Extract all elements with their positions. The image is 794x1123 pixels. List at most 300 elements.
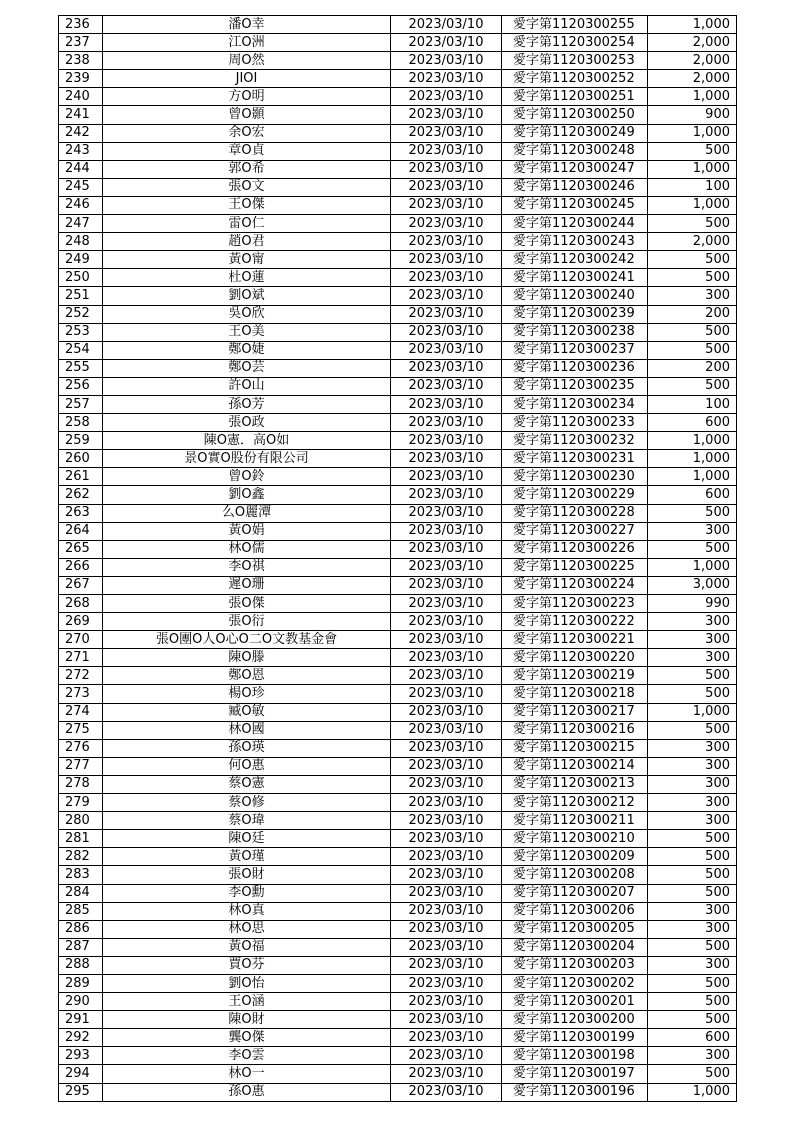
row-number: 294 xyxy=(59,1065,103,1083)
donor-name: 賈O芬 xyxy=(103,956,391,974)
donation-date: 2023/03/10 xyxy=(391,866,502,884)
donor-name: 陳O廷 xyxy=(103,830,391,848)
donation-amount: 1,000 xyxy=(648,16,737,34)
donation-amount: 990 xyxy=(648,595,737,613)
donation-amount: 600 xyxy=(648,414,737,432)
row-number: 280 xyxy=(59,812,103,830)
donation-amount: 200 xyxy=(648,305,737,323)
donation-amount: 300 xyxy=(648,739,737,757)
receipt-number: 愛字第1120300223 xyxy=(502,595,648,613)
donation-date: 2023/03/10 xyxy=(391,1083,502,1101)
receipt-number: 愛字第1120300219 xyxy=(502,667,648,685)
receipt-number: 愛字第1120300206 xyxy=(502,902,648,920)
receipt-number: 愛字第1120300254 xyxy=(502,34,648,52)
donation-date: 2023/03/10 xyxy=(391,974,502,992)
table-row xyxy=(59,341,737,359)
receipt-number: 愛字第1120300213 xyxy=(502,775,648,793)
row-number: 262 xyxy=(59,486,103,504)
donor-name: 遲O珊 xyxy=(103,576,391,594)
donation-date: 2023/03/10 xyxy=(391,377,502,395)
row-number: 259 xyxy=(59,432,103,450)
row-number: 239 xyxy=(59,70,103,88)
donor-name: 黃O娟 xyxy=(103,522,391,540)
donation-amount: 500 xyxy=(648,721,737,739)
receipt-number: 愛字第1120300202 xyxy=(502,974,648,992)
table-row xyxy=(59,305,737,323)
donation-table xyxy=(58,15,737,1102)
donation-amount: 300 xyxy=(648,794,737,812)
donor-name: 劉O怡 xyxy=(103,974,391,992)
table-row xyxy=(59,395,737,413)
receipt-number: 愛字第1120300205 xyxy=(502,920,648,938)
donation-date: 2023/03/10 xyxy=(391,196,502,214)
row-number: 289 xyxy=(59,974,103,992)
receipt-number: 愛字第1120300241 xyxy=(502,269,648,287)
donation-date: 2023/03/10 xyxy=(391,757,502,775)
row-number: 272 xyxy=(59,667,103,685)
donation-amount: 1,000 xyxy=(648,558,737,576)
table-row xyxy=(59,1011,737,1029)
donation-amount: 500 xyxy=(648,540,737,558)
donation-amount: 100 xyxy=(648,178,737,196)
donation-date: 2023/03/10 xyxy=(391,794,502,812)
donation-amount: 500 xyxy=(648,667,737,685)
row-number: 278 xyxy=(59,775,103,793)
table-row xyxy=(59,196,737,214)
donation-amount: 500 xyxy=(648,504,737,522)
donation-amount: 300 xyxy=(648,775,737,793)
table-row xyxy=(59,685,737,703)
row-number: 282 xyxy=(59,848,103,866)
donation-amount: 2,000 xyxy=(648,70,737,88)
row-number: 295 xyxy=(59,1083,103,1101)
donor-name: 陳O滕 xyxy=(103,649,391,667)
receipt-number: 愛字第1120300197 xyxy=(502,1065,648,1083)
donation-date: 2023/03/10 xyxy=(391,993,502,1011)
donor-name: 余O宏 xyxy=(103,124,391,142)
donor-name: 黃O福 xyxy=(103,938,391,956)
table-row xyxy=(59,160,737,178)
donor-name: 吳O欣 xyxy=(103,305,391,323)
donation-amount: 900 xyxy=(648,106,737,124)
donor-name: 林O國 xyxy=(103,721,391,739)
receipt-number: 愛字第1120300230 xyxy=(502,468,648,486)
receipt-number: 愛字第1120300240 xyxy=(502,287,648,305)
donation-amount: 300 xyxy=(648,920,737,938)
donor-name: 孫O瑛 xyxy=(103,739,391,757)
table-row xyxy=(59,52,737,70)
donation-amount: 500 xyxy=(648,993,737,1011)
donation-date: 2023/03/10 xyxy=(391,88,502,106)
row-number: 250 xyxy=(59,269,103,287)
table-row xyxy=(59,124,737,142)
table-row xyxy=(59,323,737,341)
donation-date: 2023/03/10 xyxy=(391,450,502,468)
donation-date: 2023/03/10 xyxy=(391,106,502,124)
donor-name: 蔡O修 xyxy=(103,794,391,812)
donor-name: 林O儒 xyxy=(103,540,391,558)
receipt-number: 愛字第1120300237 xyxy=(502,341,648,359)
donation-amount: 300 xyxy=(648,757,737,775)
receipt-number: 愛字第1120300207 xyxy=(502,884,648,902)
donor-name: 張O文 xyxy=(103,178,391,196)
table-row xyxy=(59,377,737,395)
table-row xyxy=(59,920,737,938)
donor-name: 張O衍 xyxy=(103,613,391,631)
row-number: 267 xyxy=(59,576,103,594)
row-number: 244 xyxy=(59,160,103,178)
donation-date: 2023/03/10 xyxy=(391,486,502,504)
donation-date: 2023/03/10 xyxy=(391,884,502,902)
donor-name: 鄭O芸 xyxy=(103,359,391,377)
table-row xyxy=(59,522,737,540)
donor-name: 張O財 xyxy=(103,866,391,884)
table-row xyxy=(59,486,737,504)
donation-amount: 500 xyxy=(648,269,737,287)
donation-date: 2023/03/10 xyxy=(391,323,502,341)
receipt-number: 愛字第1120300201 xyxy=(502,993,648,1011)
row-number: 277 xyxy=(59,757,103,775)
donation-amount: 500 xyxy=(648,1065,737,1083)
row-number: 271 xyxy=(59,649,103,667)
donation-date: 2023/03/10 xyxy=(391,812,502,830)
row-number: 275 xyxy=(59,721,103,739)
donation-amount: 1,000 xyxy=(648,450,737,468)
table-row xyxy=(59,432,737,450)
donation-date: 2023/03/10 xyxy=(391,775,502,793)
row-number: 276 xyxy=(59,739,103,757)
table-row xyxy=(59,649,737,667)
donation-date: 2023/03/10 xyxy=(391,631,502,649)
receipt-number: 愛字第1120300218 xyxy=(502,685,648,703)
receipt-number: 愛字第1120300244 xyxy=(502,215,648,233)
receipt-number: 愛字第1120300216 xyxy=(502,721,648,739)
row-number: 270 xyxy=(59,631,103,649)
table-row xyxy=(59,1083,737,1101)
donor-name: 潘O幸 xyxy=(103,16,391,34)
donation-amount: 500 xyxy=(648,215,737,233)
donation-amount: 2,000 xyxy=(648,34,737,52)
receipt-number: 愛字第1120300234 xyxy=(502,395,648,413)
donor-name: 張O團O人O心O二O文教基金會 xyxy=(103,631,391,649)
donor-name: 臧O敏 xyxy=(103,703,391,721)
donor-name: 雷O仁 xyxy=(103,215,391,233)
table-row xyxy=(59,595,737,613)
donation-date: 2023/03/10 xyxy=(391,305,502,323)
donation-amount: 1,000 xyxy=(648,124,737,142)
receipt-number: 愛字第1120300246 xyxy=(502,178,648,196)
receipt-number: 愛字第1120300225 xyxy=(502,558,648,576)
receipt-number: 愛字第1120300235 xyxy=(502,377,648,395)
donation-date: 2023/03/10 xyxy=(391,142,502,160)
donation-date: 2023/03/10 xyxy=(391,848,502,866)
table-row xyxy=(59,667,737,685)
donation-date: 2023/03/10 xyxy=(391,16,502,34)
donor-name: 李O雲 xyxy=(103,1047,391,1065)
donation-date: 2023/03/10 xyxy=(391,269,502,287)
donation-date: 2023/03/10 xyxy=(391,1011,502,1029)
table-row xyxy=(59,142,737,160)
row-number: 274 xyxy=(59,703,103,721)
donor-name: 杜O蓮 xyxy=(103,269,391,287)
receipt-number: 愛字第1120300228 xyxy=(502,504,648,522)
receipt-number: 愛字第1120300239 xyxy=(502,305,648,323)
donor-name: 楊O珍 xyxy=(103,685,391,703)
receipt-number: 愛字第1120300250 xyxy=(502,106,648,124)
row-number: 253 xyxy=(59,323,103,341)
donation-date: 2023/03/10 xyxy=(391,34,502,52)
donation-date: 2023/03/10 xyxy=(391,576,502,594)
receipt-number: 愛字第1120300249 xyxy=(502,124,648,142)
row-number: 266 xyxy=(59,558,103,576)
donation-amount: 600 xyxy=(648,1029,737,1047)
donation-amount: 500 xyxy=(648,1011,737,1029)
table-row xyxy=(59,251,737,269)
donor-name: 許O山 xyxy=(103,377,391,395)
donation-date: 2023/03/10 xyxy=(391,920,502,938)
table-row xyxy=(59,739,737,757)
receipt-number: 愛字第1120300248 xyxy=(502,142,648,160)
table-row xyxy=(59,848,737,866)
table-row xyxy=(59,794,737,812)
donor-name: 王O涵 xyxy=(103,993,391,1011)
donor-name: 劉O鑫 xyxy=(103,486,391,504)
table-row xyxy=(59,1029,737,1047)
row-number: 255 xyxy=(59,359,103,377)
donation-table-body xyxy=(59,16,737,1102)
table-row xyxy=(59,613,737,631)
table-row xyxy=(59,974,737,992)
table-row xyxy=(59,1047,737,1065)
donation-amount: 300 xyxy=(648,613,737,631)
table-row xyxy=(59,812,737,830)
donation-date: 2023/03/10 xyxy=(391,124,502,142)
row-number: 263 xyxy=(59,504,103,522)
table-row xyxy=(59,106,737,124)
donation-amount: 300 xyxy=(648,812,737,830)
row-number: 281 xyxy=(59,830,103,848)
donation-amount: 1,000 xyxy=(648,196,737,214)
donor-name: 章O貞 xyxy=(103,142,391,160)
receipt-number: 愛字第1120300238 xyxy=(502,323,648,341)
donation-date: 2023/03/10 xyxy=(391,233,502,251)
donation-date: 2023/03/10 xyxy=(391,1047,502,1065)
row-number: 268 xyxy=(59,595,103,613)
donation-date: 2023/03/10 xyxy=(391,685,502,703)
receipt-number: 愛字第1120300220 xyxy=(502,649,648,667)
donation-amount: 1,000 xyxy=(648,703,737,721)
receipt-number: 愛字第1120300245 xyxy=(502,196,648,214)
table-row xyxy=(59,866,737,884)
donation-amount: 100 xyxy=(648,395,737,413)
donation-amount: 300 xyxy=(648,522,737,540)
table-row xyxy=(59,1065,737,1083)
receipt-number: 愛字第1120300198 xyxy=(502,1047,648,1065)
row-number: 265 xyxy=(59,540,103,558)
row-number: 258 xyxy=(59,414,103,432)
receipt-number: 愛字第1120300209 xyxy=(502,848,648,866)
donor-name: 林O一 xyxy=(103,1065,391,1083)
donation-amount: 500 xyxy=(648,377,737,395)
donation-amount: 300 xyxy=(648,902,737,920)
donation-date: 2023/03/10 xyxy=(391,613,502,631)
row-number: 242 xyxy=(59,124,103,142)
table-row xyxy=(59,576,737,594)
donation-amount: 600 xyxy=(648,486,737,504)
table-row xyxy=(59,721,737,739)
donation-date: 2023/03/10 xyxy=(391,540,502,558)
row-number: 254 xyxy=(59,341,103,359)
table-row xyxy=(59,558,737,576)
donor-name: 李O祺 xyxy=(103,558,391,576)
donor-name: 鄭O恩 xyxy=(103,667,391,685)
table-row xyxy=(59,359,737,377)
table-row xyxy=(59,414,737,432)
donor-name: 江O洲 xyxy=(103,34,391,52)
row-number: 273 xyxy=(59,685,103,703)
donation-date: 2023/03/10 xyxy=(391,359,502,377)
table-row xyxy=(59,938,737,956)
table-row xyxy=(59,16,737,34)
donor-name: 周O然 xyxy=(103,52,391,70)
donation-date: 2023/03/10 xyxy=(391,721,502,739)
table-row xyxy=(59,450,737,468)
donor-name: 曾O鈴 xyxy=(103,468,391,486)
donation-amount: 500 xyxy=(648,884,737,902)
receipt-number: 愛字第1120300203 xyxy=(502,956,648,974)
donation-date: 2023/03/10 xyxy=(391,703,502,721)
donor-name: 蔡O憲 xyxy=(103,775,391,793)
receipt-number: 愛字第1120300211 xyxy=(502,812,648,830)
receipt-number: 愛字第1120300210 xyxy=(502,830,648,848)
table-row xyxy=(59,830,737,848)
receipt-number: 愛字第1120300204 xyxy=(502,938,648,956)
donation-date: 2023/03/10 xyxy=(391,522,502,540)
donor-name: 李O勳 xyxy=(103,884,391,902)
donation-amount: 300 xyxy=(648,287,737,305)
row-number: 243 xyxy=(59,142,103,160)
donation-date: 2023/03/10 xyxy=(391,215,502,233)
donor-name: 黃O瑾 xyxy=(103,848,391,866)
table-row xyxy=(59,269,737,287)
donation-amount: 3,000 xyxy=(648,576,737,594)
table-row xyxy=(59,178,737,196)
donor-name: 何O惠 xyxy=(103,757,391,775)
donation-date: 2023/03/10 xyxy=(391,395,502,413)
donor-name: 王O傑 xyxy=(103,196,391,214)
donation-date: 2023/03/10 xyxy=(391,649,502,667)
row-number: 287 xyxy=(59,938,103,956)
receipt-number: 愛字第1120300253 xyxy=(502,52,648,70)
row-number: 245 xyxy=(59,178,103,196)
receipt-number: 愛字第1120300232 xyxy=(502,432,648,450)
donation-amount: 500 xyxy=(648,974,737,992)
row-number: 246 xyxy=(59,196,103,214)
table-row xyxy=(59,233,737,251)
table-row xyxy=(59,504,737,522)
donor-name: 黃O甯 xyxy=(103,251,391,269)
donation-date: 2023/03/10 xyxy=(391,251,502,269)
receipt-number: 愛字第1120300229 xyxy=(502,486,648,504)
donor-name: 張O傑 xyxy=(103,595,391,613)
row-number: 261 xyxy=(59,468,103,486)
donation-date: 2023/03/10 xyxy=(391,558,502,576)
receipt-number: 愛字第1120300236 xyxy=(502,359,648,377)
donor-name: JIOI xyxy=(103,70,391,88)
donation-date: 2023/03/10 xyxy=(391,667,502,685)
donor-name: 郭O希 xyxy=(103,160,391,178)
row-number: 291 xyxy=(59,1011,103,1029)
donor-name: 陳O財 xyxy=(103,1011,391,1029)
donation-date: 2023/03/10 xyxy=(391,287,502,305)
receipt-number: 愛字第1120300226 xyxy=(502,540,648,558)
donor-name: 么O麗潭 xyxy=(103,504,391,522)
receipt-number: 愛字第1120300255 xyxy=(502,16,648,34)
donation-date: 2023/03/10 xyxy=(391,160,502,178)
row-number: 283 xyxy=(59,866,103,884)
row-number: 237 xyxy=(59,34,103,52)
row-number: 260 xyxy=(59,450,103,468)
donation-amount: 1,000 xyxy=(648,468,737,486)
row-number: 284 xyxy=(59,884,103,902)
donation-amount: 300 xyxy=(648,649,737,667)
donation-date: 2023/03/10 xyxy=(391,1065,502,1083)
row-number: 241 xyxy=(59,106,103,124)
donation-date: 2023/03/10 xyxy=(391,1029,502,1047)
table-row xyxy=(59,956,737,974)
row-number: 240 xyxy=(59,88,103,106)
donation-date: 2023/03/10 xyxy=(391,341,502,359)
table-row xyxy=(59,631,737,649)
receipt-number: 愛字第1120300215 xyxy=(502,739,648,757)
donation-amount: 200 xyxy=(648,359,737,377)
table-row xyxy=(59,88,737,106)
donation-date: 2023/03/10 xyxy=(391,432,502,450)
donation-amount: 500 xyxy=(648,341,737,359)
receipt-number: 愛字第1120300217 xyxy=(502,703,648,721)
row-number: 292 xyxy=(59,1029,103,1047)
receipt-number: 愛字第1120300233 xyxy=(502,414,648,432)
table-row xyxy=(59,902,737,920)
row-number: 256 xyxy=(59,377,103,395)
donor-name: 劉O斌 xyxy=(103,287,391,305)
donation-amount: 500 xyxy=(648,830,737,848)
donation-date: 2023/03/10 xyxy=(391,595,502,613)
row-number: 251 xyxy=(59,287,103,305)
donation-amount: 1,000 xyxy=(648,432,737,450)
donor-name: 趙O君 xyxy=(103,233,391,251)
row-number: 257 xyxy=(59,395,103,413)
donation-amount: 500 xyxy=(648,848,737,866)
donor-name: 方O明 xyxy=(103,88,391,106)
receipt-number: 愛字第1120300199 xyxy=(502,1029,648,1047)
donation-amount: 300 xyxy=(648,956,737,974)
table-row xyxy=(59,287,737,305)
donation-amount: 300 xyxy=(648,1047,737,1065)
donor-name: 孫O惠 xyxy=(103,1083,391,1101)
receipt-number: 愛字第1120300252 xyxy=(502,70,648,88)
donation-date: 2023/03/10 xyxy=(391,902,502,920)
row-number: 264 xyxy=(59,522,103,540)
table-row xyxy=(59,468,737,486)
donation-amount: 2,000 xyxy=(648,233,737,251)
receipt-number: 愛字第1120300214 xyxy=(502,757,648,775)
donor-name: 王O美 xyxy=(103,323,391,341)
donation-amount: 500 xyxy=(648,866,737,884)
donation-amount: 500 xyxy=(648,938,737,956)
row-number: 290 xyxy=(59,993,103,1011)
table-row xyxy=(59,884,737,902)
